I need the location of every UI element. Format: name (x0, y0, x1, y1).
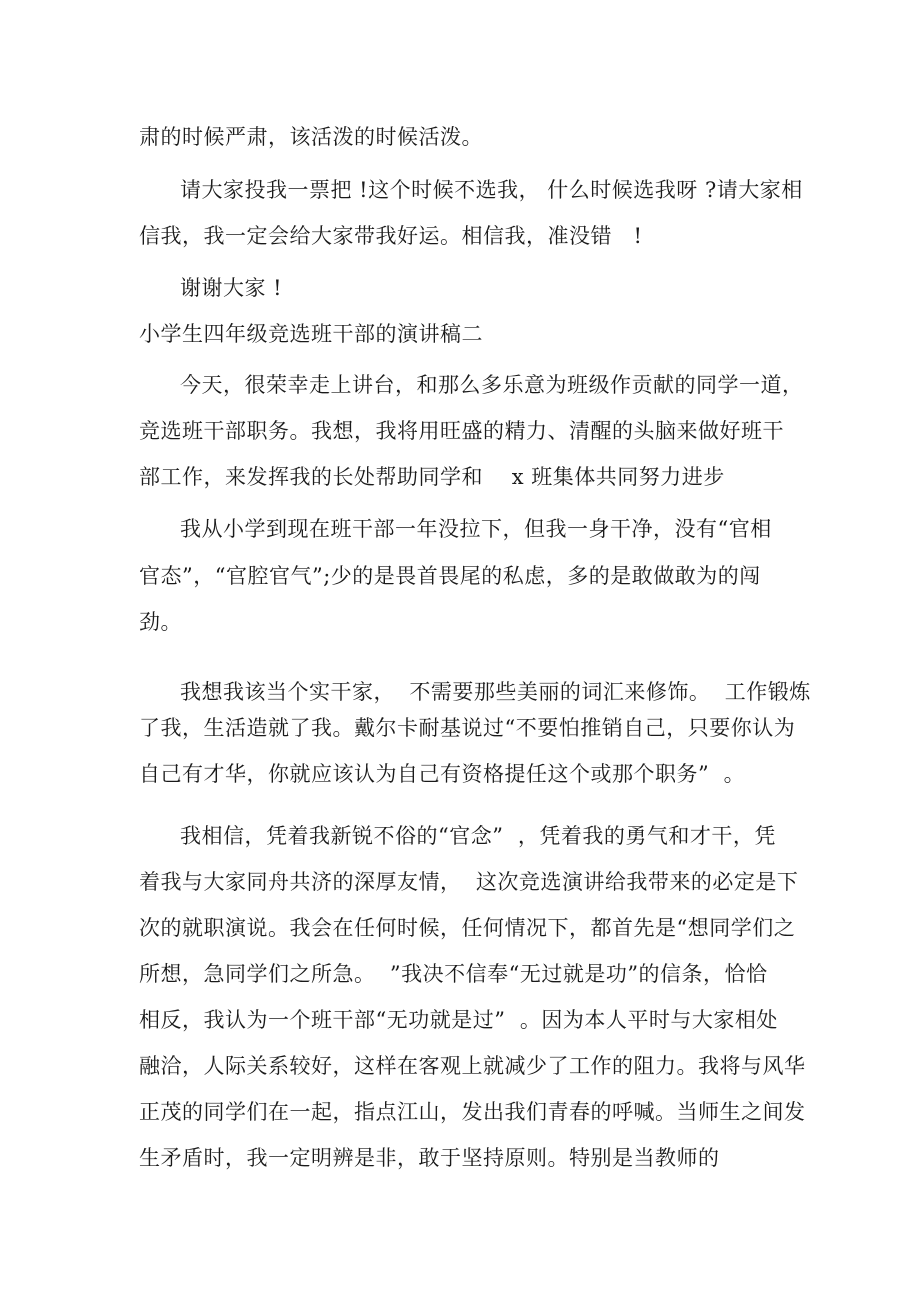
text-line: 我想我该当个实干家， 不需要那些美丽的词汇来修饰。 工作锻炼 (180, 680, 811, 704)
text-line: 正茂的同学们在一起，指点江山，发出我们青春的呼喊。当师生之间发 (139, 1100, 806, 1124)
text-line: 相反，我认为一个班干部“无功就是过” 。因为本人平时与大家相处 (139, 1008, 778, 1032)
text-line: 请大家投我一票把 !这个时候不选我， 什么时候选我呀 ?请大家相 (180, 178, 803, 202)
section-heading: 小学生四年级竞选班干部的演讲稿二 (139, 322, 483, 346)
text-line: 劲。 (139, 610, 182, 634)
text-line: 了我，生活造就了我。戴尔卡耐基说过“不要怕推销自己，只要你认为 (139, 716, 796, 740)
text-line: 次的就职演说。我会在任何时候，任何情况下，都首先是“想同学们之 (139, 916, 796, 940)
text-line: 官态”，“官腔官气”;少的是畏首畏尾的私虑，多的是敢做敢为的闯 (139, 564, 761, 588)
text-line: 生矛盾时，我一定明辨是非，敢于坚持原则。特别是当教师的 (139, 1146, 720, 1170)
text-line: 肃的时候严肃，该活泼的时候活泼。 (139, 125, 483, 149)
text-line: 部工作，来发挥我的长处帮助同学和 x 班集体共同努力进步 (139, 465, 725, 489)
text-line: 我相信，凭着我新锐不俗的“官念” ，凭着我的勇气和才干，凭 (180, 824, 776, 848)
text-line: 竞选班干部职务。我想，我将用旺盛的精力、清醒的头脑来做好班干 (139, 419, 784, 443)
text-line: 谢谢大家 ! (180, 276, 283, 300)
text-line: 融洽，人际关系较好，这样在客观上就减少了工作的阻力。我将与风华 (139, 1054, 806, 1078)
text-line: 所想，急同学们之所急。 ”我决不信奉“无过就是功”的信条，恰恰 (139, 962, 768, 986)
text-line: 我从小学到现在班干部一年没拉下，但我一身干净，没有“官相 (180, 517, 772, 541)
text-line: 今天，很荣幸走上讲台，和那么多乐意为班级作贡献的同学一道， (180, 373, 804, 397)
text-line: 着我与大家同舟共济的深厚友情， 这次竞选演讲给我带来的必定是下 (139, 870, 799, 894)
text-line: 信我，我一定会给大家带我好运。相信我，准没错 ! (139, 224, 643, 248)
text-line: 自己有才华，你就应该认为自己有资格提任这个或那个职务” 。 (139, 762, 746, 786)
